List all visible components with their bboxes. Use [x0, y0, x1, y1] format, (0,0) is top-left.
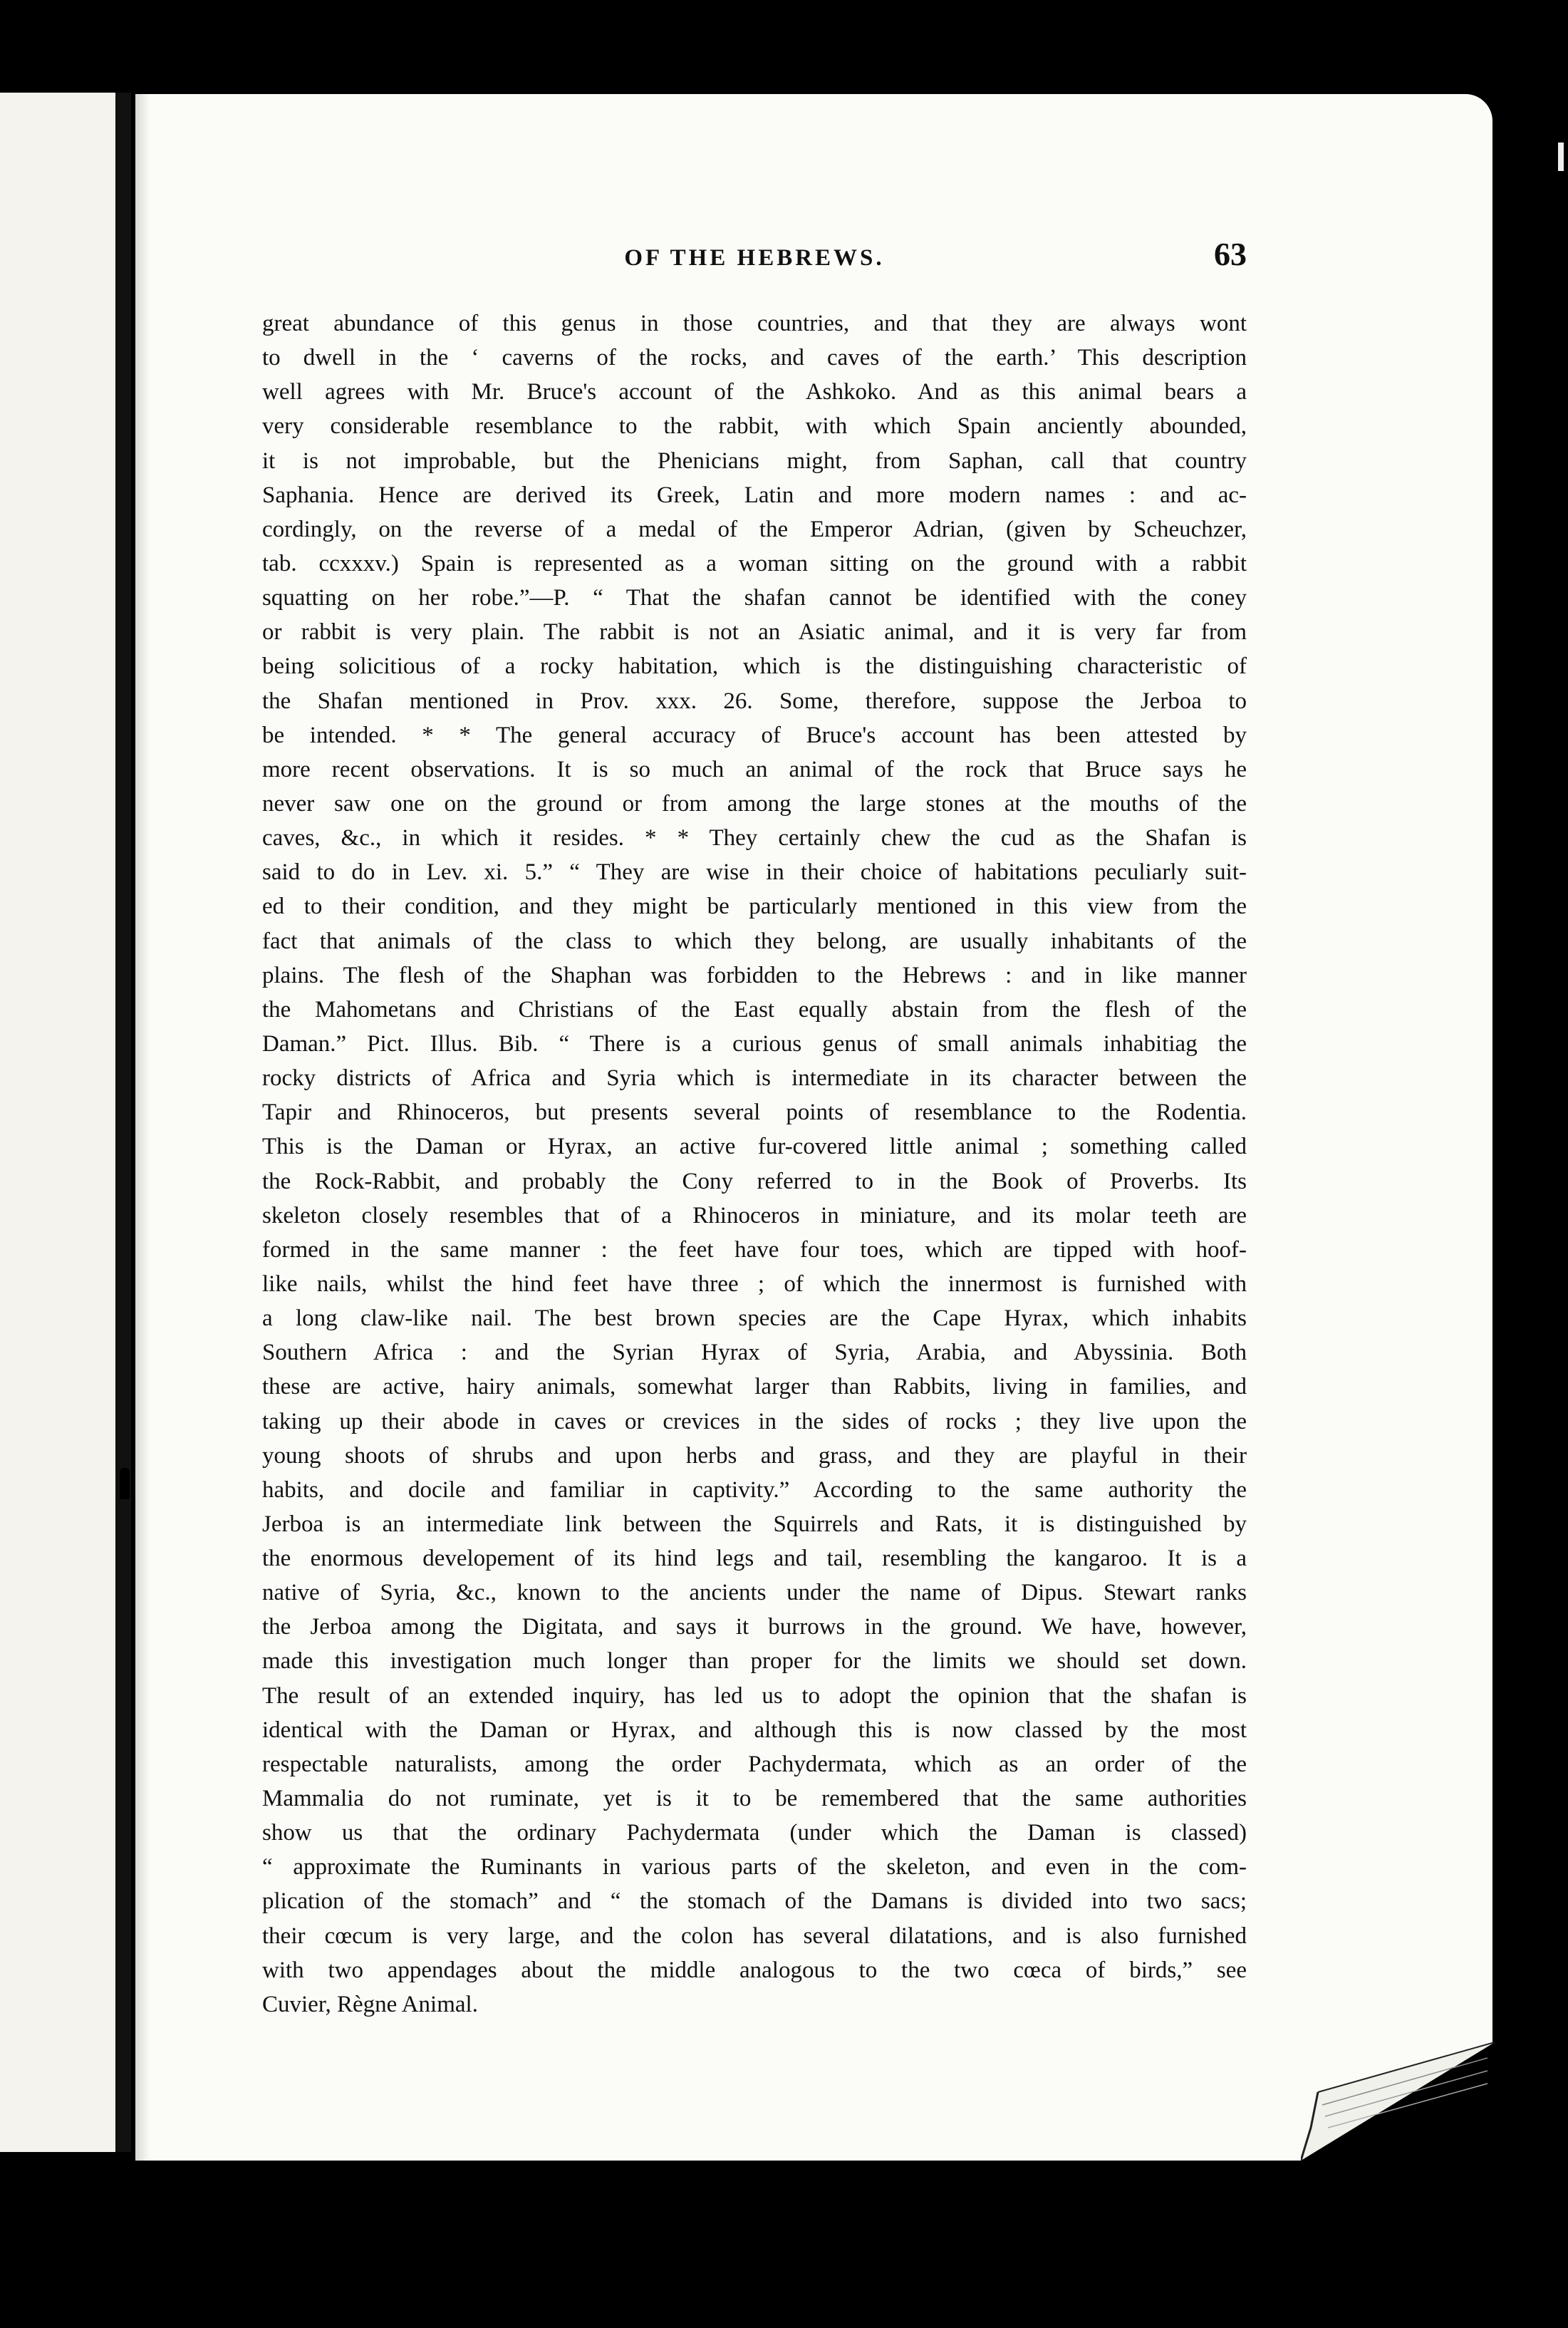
text-line: cordingly, on the reverse of a medal of the Emperor Adrian, (given by Scheuchzer,	[262, 516, 1247, 542]
text-line: very considerable resemblance to the rabbit, with which Spain anciently abounded,	[262, 413, 1247, 440]
text-line: it is not improbable, but the Phenicians might, from Saphan, call that country	[262, 448, 1247, 474]
text-line: made this investigation much longer than proper for the limits we should set down.	[262, 1648, 1247, 1675]
scan-edge-mark	[1558, 143, 1564, 171]
running-head	[262, 235, 1247, 292]
text-line: to dwell in the ‘ caverns of the rocks, and caves of the earth.’ This description	[262, 345, 1247, 371]
text-line: these are active, hairy animals, somewhat larger than Rabbits, living in families, and	[262, 1374, 1247, 1400]
text-line: tab. ccxxxv.) Spain is represented as a woman sitting on the ground with a rabbit	[262, 550, 1247, 576]
text-line: like nails, whilst the hind feet have three ; of which the innermost is furnished with	[262, 1271, 1247, 1297]
text-line: ed to their condition, and they might be particularly mentioned in this view from the	[262, 894, 1247, 920]
text-line: respectable naturalists, among the order Pachydermata, which as an order of the	[262, 1751, 1247, 1777]
text-line: plication of the stomach” and “ the stomach of the Damans is divided into two sacs;	[262, 1888, 1247, 1915]
text-line: native of Syria, &c., known to the ancients under the name of Dipus. Stewart ranks	[262, 1580, 1247, 1606]
text-line: This is the Daman or Hyrax, an active fur-covered little animal ; something called	[262, 1134, 1247, 1160]
text-line: more recent observations. It is so much an animal of the rock that Bruce says he	[262, 756, 1247, 782]
text-line: plains. The flesh of the Shaphan was forbidden to the Hebrews : and in like manner	[262, 962, 1247, 988]
text-line: the enormous developement of its hind legs and tail, resembling the kangaroo. It is a	[262, 1546, 1247, 1572]
text-line: rocky districts of Africa and Syria which is intermediate in its character between the	[262, 1065, 1247, 1092]
page-gutter-shadow	[135, 94, 150, 2161]
facing-page-edge	[0, 93, 120, 2152]
text-line: Jerboa is an intermediate link between the Squirrels and Rats, it is distinguished by	[262, 1511, 1247, 1537]
text-line: taking up their abode in caves or crevices in the sides of rocks ; they live upon the	[262, 1408, 1247, 1434]
text-line: The result of an extended inquiry, has led us to adopt the opinion that the shafan is	[262, 1682, 1247, 1709]
text-line: skeleton closely resembles that of a Rhinoceros in miniature, and its molar teeth are	[262, 1202, 1247, 1228]
text-line: great abundance of this genus in those countries, and that they are always wont	[262, 311, 1247, 336]
running-title: OF THE HEBREWS.	[624, 245, 885, 271]
text-line: being solicitious of a rocky habitation, which is the distinguishing characteristic of	[262, 653, 1247, 680]
text-line: with two appendages about the middle analogous to the two cœca of birds,” see	[262, 1957, 1247, 1983]
text-line: their cœcum is very large, and the colon has several dilatations, and is also furnished	[262, 1923, 1247, 1949]
text-line: squatting on her robe.”—P. “ That the shafan cannot be identified with the coney	[262, 585, 1247, 611]
text-line: the Shafan mentioned in Prov. xxx. 26. Some, therefore, suppose the Jerboa to	[262, 688, 1247, 714]
text-line: show us that the ordinary Pachydermata (under which the Daman is classed)	[262, 1820, 1247, 1846]
text-line: well agrees with Mr. Bruce's account of the Ashkoko. And as this animal bears a	[262, 379, 1247, 405]
text-line: the Rock-Rabbit, and probably the Cony referred to in the Book of Proverbs. Its	[262, 1168, 1247, 1194]
text-line: Daman.” Pict. Illus. Bib. “ There is a curious genus of small animals inhabitiag the	[262, 1030, 1247, 1057]
text-line: never saw one on the ground or from among the large stones at the mouths of the	[262, 790, 1247, 817]
text-line: Mammalia do not ruminate, yet is it to be remembered that the same authorities	[262, 1786, 1247, 1812]
body-text	[262, 306, 1247, 2022]
book-gutter	[115, 93, 131, 2152]
text-line: or rabbit is very plain. The rabbit is not an Asiatic animal, and it is very far from	[262, 619, 1247, 646]
text-line: Tapir and Rhinoceros, but presents several points of resemblance to the Rodentia.	[262, 1100, 1247, 1126]
text-line: Southern Africa : and the Syrian Hyrax of Syria, Arabia, and Abyssinia. Both	[262, 1340, 1247, 1366]
text-line: caves, &c., in which it resides. * * They certainly chew the cud as the Shafan is	[262, 825, 1247, 852]
text-line: formed in the same manner : the feet have four toes, which are tipped with hoof-	[262, 1236, 1247, 1263]
text-line: Cuvier, Règne Animal.	[262, 1991, 478, 2017]
binding-mark	[120, 1468, 130, 1499]
text-line: be intended. * * The general accuracy of Bruce's account has been attested by	[262, 722, 1247, 748]
text-line: a long claw-like nail. The best brown species are the Cape Hyrax, which inhabits	[262, 1305, 1247, 1332]
text-line: said to do in Lev. xi. 5.” “ They are wise in their choice of habitations peculiarly suit-	[262, 859, 1247, 886]
text-line: “ approximate the Ruminants in various parts of the skeleton, and even in the com-	[262, 1854, 1247, 1880]
text-line: Saphania. Hence are derived its Greek, Latin and more modern names : and ac-	[262, 482, 1247, 508]
text-line: fact that animals of the class to which they belong, are usually inhabitants of the	[262, 928, 1247, 954]
text-line: identical with the Daman or Hyrax, and although this is now classed by the most	[262, 1717, 1247, 1743]
page-number: 63	[1214, 236, 1247, 272]
page-curl	[1301, 2042, 1495, 2161]
text-line: habits, and docile and familiar in captivity.” According to the same authority the	[262, 1476, 1247, 1503]
text-line: young shoots of shrubs and upon herbs and grass, and they are playful in their	[262, 1442, 1247, 1469]
text-line: the Jerboa among the Digitata, and says it burrows in the ground. We have, however,	[262, 1614, 1247, 1640]
text-line: the Mahometans and Christians of the East equally abstain from the flesh of the	[262, 996, 1247, 1023]
